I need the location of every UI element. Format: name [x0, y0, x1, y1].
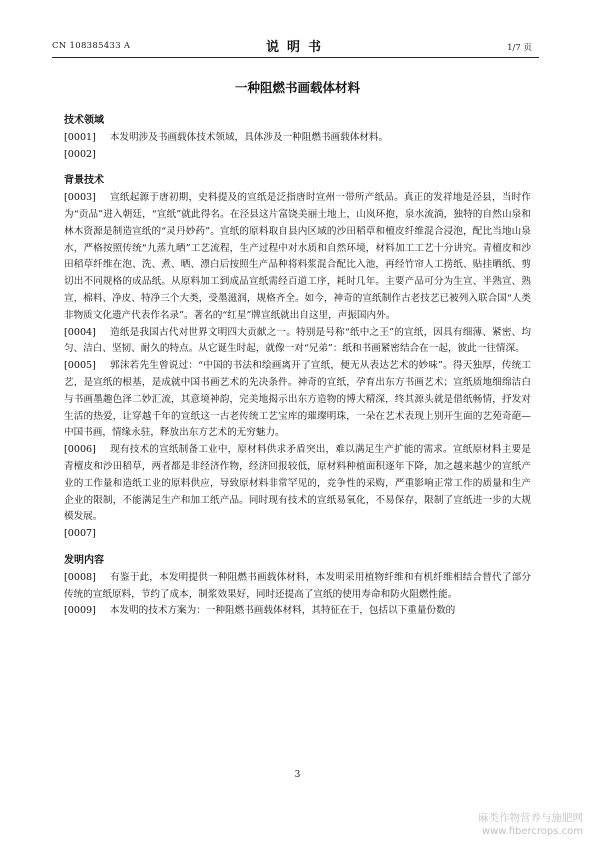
- paragraph: [64, 190, 531, 324]
- paragraph: [64, 603, 531, 620]
- header-rule: [52, 57, 539, 58]
- paragraph: [64, 358, 531, 442]
- paragraph-number: [0007]: [64, 528, 96, 540]
- section-heading: 技术领域: [64, 115, 104, 126]
- watermark-url: www.fibercrops.com: [481, 826, 583, 837]
- paragraph-number: [0009]: [64, 605, 96, 617]
- document-type: 说明书: [265, 40, 329, 55]
- paragraph-text: 郭沫若先生曾说过：“中国的书法和绘画离开了宣纸，便无从表达艺术的妙味”。得天独厚，传统工艺，是宣纸的根基，是成就中国书画艺术的先决条件。神奇的宣纸，孕育出东方书画艺术；宣纸质地细绵洁白与书画墨趣色泽二妙汇流，其意境神韵，完美地揭示出东方造物的博大精深，终其源头就是借纸畅情，抒发对生活的热爱，让穿越千年的宣纸这一古老传统工艺宝库的璀璨明珠，一朵在艺术表现上别开生面的艺苑奇葩—中国书画，情缘永驻，释放出东方艺术的无穷魅力。: [64, 360, 531, 439]
- watermark-text: 麻类作物营养与施肥网: [478, 812, 583, 824]
- paragraph: [64, 526, 531, 543]
- paragraph-text: 有鉴于此，本发明提供一种阻燃书画载体材料，本发明采用植物纤维和有机纤维相结合替代了部分传统的宣纸原料，节约了成本，制浆效果好，同时还提高了宣纸的使用寿命和防火阻燃性能。: [64, 571, 531, 600]
- section-heading: 发明内容: [64, 554, 104, 566]
- paragraph-number: [0004]: [64, 326, 96, 338]
- section-heading: 背景技术: [64, 175, 104, 187]
- paragraph-number: [0005]: [64, 360, 96, 372]
- paragraph: [64, 570, 531, 604]
- paragraph-text: 本发明涉及书画载体技术领域，具体涉及一种阻燃书画载体材料。: [109, 131, 389, 143]
- paragraph-text: 现有技术的宣纸制备工业中，原材料供求矛盾突出，难以满足生产扩能的需求。宣纸原材料主要是青檀皮和沙田稻草，两者都是非经济作物，经济回报较低，原材料种植面积逐年下降，加之越来越少的宣纸产业的工作量和造纸工业的原料供应，导致原材料非常罕见的，竞争性的采购，严重影响正常工作的质量和生产企业的限制，不能满足生产和加工纸产品。同时现有技术的宣纸易氧化，不易保存，限制了宣纸进一步的大规模发展。: [64, 444, 531, 523]
- paragraph-text: 造纸是我国古代对世界文明四大贡献之一。特别是号称“纸中之王”的宣纸，因具有细薄、紧密、均匀、洁白、坚韧、耐久的特点。从它诞生时起，就像一对“兄弟”：纸和书画紧密结合在一起，彼此一往情深。: [64, 326, 531, 355]
- paragraph: [64, 442, 531, 526]
- patent-number: CN 108385433 A: [52, 41, 131, 51]
- paragraph: [64, 325, 531, 359]
- paragraph-number: [0003]: [64, 192, 96, 204]
- page-indicator: 1/7 页: [507, 43, 532, 53]
- paragraph-text: 本发明的技术方案为：一种阻燃书画载体材料，其特征在于，包括以下重量份数的: [109, 605, 456, 617]
- document-title: 一种阻燃书画载体材料: [234, 80, 360, 95]
- paragraph: [64, 147, 531, 164]
- paragraph-number: [0001]: [64, 131, 96, 143]
- page-number: 3: [294, 770, 301, 780]
- document-body: [64, 113, 531, 620]
- paragraph-number: [0006]: [64, 444, 96, 456]
- paragraph: [64, 130, 531, 147]
- paragraph-text: 宣纸起源于唐初期，史料提及的宣纸是泛指唐时宣州一带所产纸品。真正的发祥地是泾县，当时作为“贡品”进入朝廷，“宣纸”就此得名。在泾县这片富饶美丽土地上，山岚环抱，泉水流淌，独特的自然山泉和林木资源是制造宣纸的“灵丹妙药”。宣纸的原料取自县内区域的沙田稻草和檀皮纤维混合浸泡，配比当地山泉水，严格按照传统“九蒸九晒”工艺流程，生产过程中对水质和自然环境，材料加工工艺十分讲究。青檀皮和沙田稻草纤维在泡、洗、煮、晒、漂白后按照生产品种将料浆混合配比入池，再经竹帘人工捞纸、贴挂晒纸、剪切出不同规格的成品纸。从原料加工到成品宣纸需经百道工序，耗时几年。主要产品可分为生宣、半熟宣、熟宣，棉料、净皮、特净三个大类，受墨滋润，规格齐全。如今，神奇的宣纸制作古老技艺已被列入联合国“人类非物质文化遗产代表作名录”。著名的“红星”牌宣纸就出自这里，声振国内外。: [64, 192, 531, 321]
- paragraph-number: [0008]: [64, 571, 96, 583]
- paragraph-number: [0002]: [64, 148, 96, 160]
